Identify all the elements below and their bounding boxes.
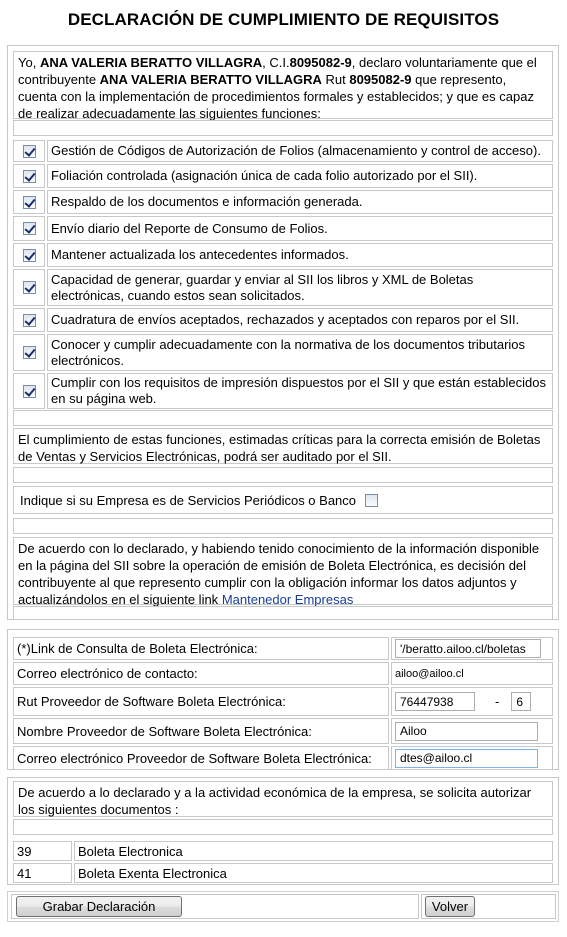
function-label: Cumplir con los requisitos de impresión dispuestos por el SII y que están establecidos en su página web. bbox=[47, 373, 553, 409]
document-code: 39 bbox=[13, 841, 72, 861]
representative-name: ANA VALERIA BERATTO VILLAGRA bbox=[39, 55, 263, 70]
function-checkbox-cell bbox=[13, 334, 45, 371]
function-checkbox-cell bbox=[13, 140, 45, 162]
spacer-row bbox=[13, 606, 553, 620]
spacer-row bbox=[13, 819, 553, 835]
audit-text: El cumplimiento de estas funciones, estimadas críticas para la correcta emisión de Boletas de Ventas y Servicios Electrónicas, podrá ser auditado por el SII. bbox=[13, 428, 553, 464]
function-row bbox=[13, 140, 553, 162]
function-checkbox[interactable] bbox=[23, 145, 36, 158]
function-checkbox[interactable] bbox=[23, 385, 36, 398]
function-checkbox-cell bbox=[13, 243, 45, 267]
function-row bbox=[13, 243, 553, 267]
page-title: DECLARACIÓN DE CUMPLIMIENTO DE REQUISITOS bbox=[67, 10, 500, 29]
function-row bbox=[13, 164, 553, 188]
declaration-rut-prefix: Rut bbox=[321, 72, 350, 87]
rut-dv-input[interactable]: 6 bbox=[511, 692, 531, 711]
documents-intro: De acuerdo a lo declarado y a la actividad económica de la empresa, se solicita autorizar los siguientes documentos : bbox=[13, 781, 553, 817]
save-declaration-button[interactable]: Grabar Declaración bbox=[16, 896, 182, 917]
provider-email-input[interactable]: dtes@ailoo.cl bbox=[395, 749, 538, 768]
document-code: 41 bbox=[13, 863, 72, 883]
provider-name-input[interactable]: Ailoo bbox=[395, 722, 538, 741]
function-checkbox[interactable] bbox=[23, 249, 36, 262]
function-checkbox[interactable] bbox=[23, 222, 36, 235]
function-label: Gestión de Códigos de Autorización de Folios (almacenamiento y control de acceso). bbox=[47, 140, 553, 162]
function-checkbox[interactable] bbox=[23, 196, 36, 209]
function-checkbox-cell bbox=[13, 164, 45, 188]
function-checkbox-cell bbox=[13, 373, 45, 409]
provider-email-label: Correo electrónico Proveedor de Software Boleta Electrónica: bbox=[13, 746, 389, 770]
agreement-text bbox=[13, 537, 553, 605]
function-checkbox-cell bbox=[13, 269, 45, 306]
function-label: Cuadratura de envíos aceptados, rechazados y aceptados con reparos por el SII. bbox=[47, 308, 553, 332]
declaration-middle: , declaro voluntariamente que el contribuyente bbox=[18, 55, 537, 87]
function-label: Envío diario del Reporte de Consumo de Folios. bbox=[47, 216, 553, 241]
declaration-text bbox=[13, 51, 553, 119]
declaration-ci-prefix: , C.I. bbox=[262, 55, 290, 70]
email-value: ailoo@ailoo.cl bbox=[395, 667, 464, 680]
document-name: Boleta Exenta Electronica bbox=[74, 863, 553, 883]
function-row bbox=[13, 373, 553, 409]
function-row bbox=[13, 216, 553, 241]
function-checkbox[interactable] bbox=[23, 170, 36, 183]
function-row bbox=[13, 269, 553, 306]
function-label: Respaldo de los documentos e información generada. bbox=[47, 190, 553, 214]
function-checkbox[interactable] bbox=[23, 281, 36, 294]
taxpayer-name: ANA VALERIA BERATTO VILLAGRA bbox=[99, 72, 322, 87]
link-input[interactable]: '/beratto.ailoo.cl/boletas bbox=[395, 639, 541, 658]
email-label: Correo electrónico de contacto: bbox=[13, 662, 389, 685]
link-label: (*)Link de Consulta de Boleta Electrónica: bbox=[13, 637, 389, 660]
link-value-cell bbox=[391, 637, 553, 660]
provider-email-value-cell bbox=[391, 746, 553, 770]
taxpayer-rut: 8095082-9 bbox=[349, 72, 412, 87]
spacer-row bbox=[13, 518, 553, 534]
representative-ci: 8095082-9 bbox=[289, 55, 352, 70]
mantenedor-empresas-link[interactable]: Mantenedor Empresas bbox=[221, 592, 354, 607]
agreement-body: De acuerdo con lo declarado, y habiendo tenido conocimiento de la información disponible en la página del SII sobre la operación de emisión de Boleta Electrónica, es decisión del contribuyente al que represento cumplir con la obligación informar los datos adjuntos y actualizándolos en el siguiente link bbox=[18, 541, 540, 607]
function-label: Capacidad de generar, guardar y enviar al SII los libros y XML de Boletas electrónicas, cuando estos sean solicitados. bbox=[47, 269, 553, 306]
spacer-row bbox=[13, 410, 553, 426]
periodic-label: Indique si su Empresa es de Servicios Periódicos o Banco bbox=[20, 492, 357, 508]
function-checkbox[interactable] bbox=[23, 346, 36, 359]
periodic-checkbox[interactable] bbox=[365, 494, 378, 507]
function-label: Mantener actualizada los antecedentes informados. bbox=[47, 243, 553, 267]
declaration-intro: Yo, bbox=[18, 55, 40, 70]
rut-provider-value-cell bbox=[391, 687, 553, 716]
function-row bbox=[13, 190, 553, 214]
provider-name-label: Nombre Proveedor de Software Boleta Electrónica: bbox=[13, 718, 389, 744]
rut-provider-label: Rut Proveedor de Software Boleta Electrónica: bbox=[13, 687, 389, 716]
function-label: Conocer y cumplir adecuadamente con la normativa de los documentos tributarios electrónicos. bbox=[47, 334, 553, 371]
function-checkbox-cell bbox=[13, 190, 45, 214]
document-name: Boleta Electronica bbox=[74, 841, 553, 861]
provider-name-value-cell bbox=[391, 718, 553, 744]
function-checkbox-cell bbox=[13, 216, 45, 241]
declaration-end: que represento, cuenta con la implementación de procedimientos formales y establecidos; y que es capaz de realizar adecuadamente las siguientes funciones: bbox=[18, 72, 534, 121]
email-value-cell bbox=[391, 662, 553, 685]
function-label: Foliación controlada (asignación única de cada folio autorizado por el SII). bbox=[47, 164, 553, 188]
function-checkbox-cell bbox=[13, 308, 45, 332]
function-row bbox=[13, 308, 553, 332]
periodic-row bbox=[13, 486, 553, 514]
rut-separator: - bbox=[495, 694, 500, 709]
spacer-row bbox=[13, 467, 553, 483]
function-checkbox[interactable] bbox=[23, 314, 36, 327]
function-row bbox=[13, 334, 553, 371]
rut-provider-input[interactable]: 76447938 bbox=[395, 692, 475, 711]
back-button[interactable]: Volver bbox=[425, 896, 475, 917]
spacer-row bbox=[13, 120, 553, 136]
